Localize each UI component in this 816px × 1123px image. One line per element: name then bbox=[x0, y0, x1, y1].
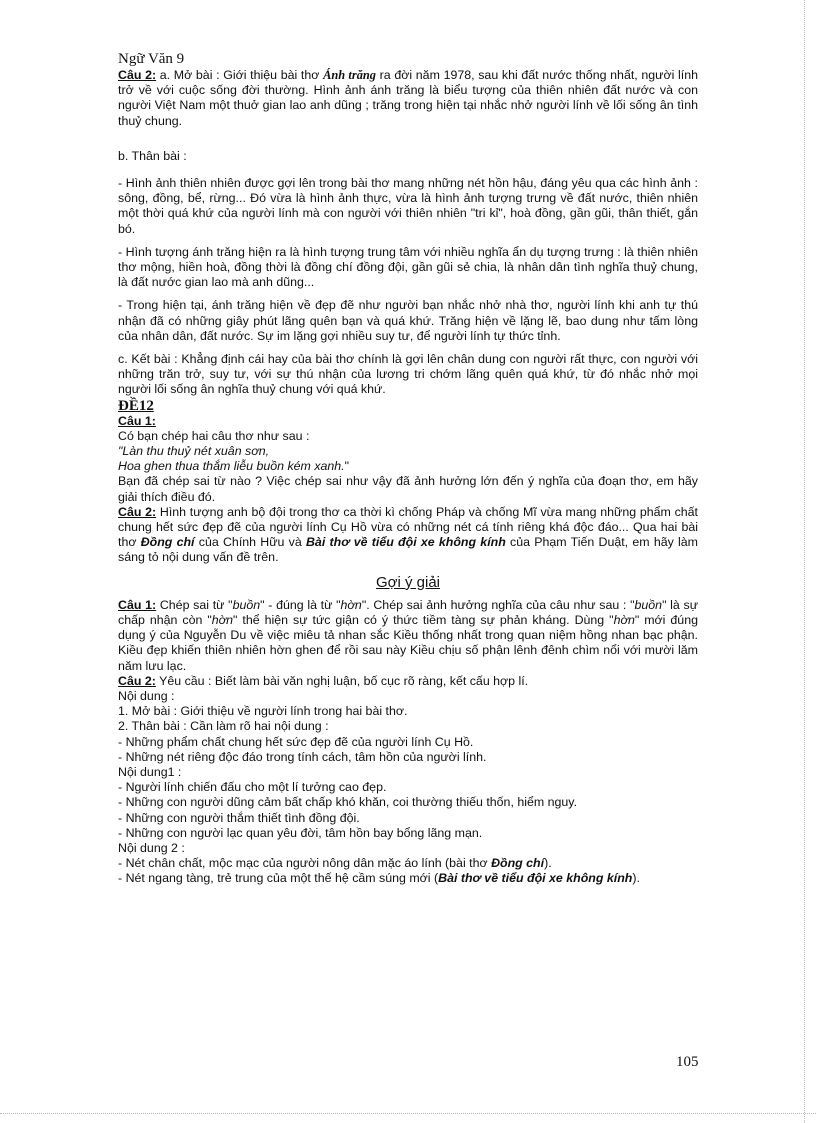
text-run: của Chính Hữu và bbox=[194, 535, 306, 550]
text-run: - Nét chân chất, mộc mạc của người nông dân mặc áo lính (bài thơ bbox=[118, 856, 492, 871]
poem-title: Ánh trăng bbox=[323, 68, 376, 82]
content-bullet bbox=[118, 871, 698, 886]
question-2 bbox=[118, 505, 698, 566]
question-1-ask: Bạn đã chép sai từ nào ? Việc chép sai như vậy đã ảnh hưởng lớn đến ý nghĩa của đoạn thơ, em hãy giải thích điều đó. bbox=[118, 474, 698, 504]
text-run: Yêu cầu : Biết làm bài văn nghị luận, bố cục rõ ràng, kết cấu hợp lí. bbox=[155, 673, 529, 688]
quoted-word: buồn bbox=[634, 597, 663, 612]
quoted-word: buồn bbox=[232, 597, 261, 612]
question-label: Câu 2: bbox=[118, 68, 157, 82]
quoted-word: hờn bbox=[340, 597, 362, 612]
content-bullet: - Những con người thắm thiết tình đồng đội. bbox=[118, 810, 360, 825]
section-ket-bai: c. Kết bài : Khẳng định cái hay của bài thơ chính là gợi lên chân dung con người rất thực, con người với những trăn trở, suy tư, với sự thú nhận của lương tri chớm lãng quên quá khứ, từ đó nhắc nhở mọi người lối sống ân nghĩa thuỷ chung với quá khứ. bbox=[118, 352, 698, 397]
page-header: Ngữ Văn 9 bbox=[118, 51, 185, 67]
question-1-intro: Có bạn chép hai câu thơ như sau : bbox=[118, 428, 310, 443]
than-bai-point-2: - Hình tượng ánh trăng hiện ra là hình tượng trung tâm với nhiều nghĩa ẩn dụ tượng trưng : là thiên nhiên thơ mộng, hiền hoà, đồng thời là đồng chí đồng đội, gần gũi sẻ chia, là nhân dân tình nghĩa thuỷ chung, là đất nước gian lao mà anh dũng... bbox=[118, 244, 698, 290]
poem-title: Bài thơ về tiểu đội xe không kính bbox=[305, 535, 506, 550]
answer-1 bbox=[118, 598, 698, 674]
text-run: của Phạm Tiến Duật, em hãy làm sáng tỏ nội dung vấn đề trên. bbox=[118, 535, 699, 565]
content-item-1: 1. Mở bài : Giới thiệu về người lính trong hai bài thơ. bbox=[118, 704, 408, 719]
text-run: ). bbox=[632, 871, 640, 886]
section-than-bai-heading: b. Thân bài : bbox=[118, 148, 187, 163]
poem-title: Đồng chí bbox=[491, 856, 545, 871]
page-border-right bbox=[804, 0, 805, 1123]
than-bai-point-1: - Hình ảnh thiên nhiên được gợi lên trong bài thơ mang những nét hồn hậu, đáng yêu qua các hình ảnh : sông, đồng, bể, rừng... Đó vừa là hình ảnh thực, vừa là hình ảnh tượng trưng về đất nước, thiên nhiên một thời quá khứ của người lính mà con người với thiên nhiên "tri kỉ", hoà đồng, gần gũi, thân thiết, gắn bó. bbox=[118, 176, 698, 236]
quoted-word: hờn bbox=[211, 612, 234, 627]
content-bullet: - Những nét riêng độc đáo trong tính cách, tâm hồn của người lính. bbox=[118, 749, 487, 764]
answer-guide-title: Gợi ý giải bbox=[375, 573, 441, 591]
page-content bbox=[118, 50, 698, 887]
verse-quote-end: " bbox=[344, 459, 350, 474]
content-1-heading: Nội dung1 : bbox=[118, 764, 182, 779]
text-run: " mới đúng dụng ý của Nguyễn Du về việc miêu tả nhan sắc Kiều thống nhất trong quan niệm hồng nhan bạc phận. Kiều đẹp khiến thiên nhiên hờn ghen để rồi sau này Kiều chịu số phận lênh đênh chìm nổi với mười lăm năm lưu lạc. bbox=[118, 612, 698, 673]
quoted-word: hờn bbox=[613, 612, 635, 627]
answer-2-label: Câu 2: bbox=[118, 673, 156, 688]
verse-line-1: "Làn thu thuỷ nét xuân sơn, bbox=[118, 444, 270, 459]
verse-line-2 bbox=[118, 459, 698, 474]
text-run: a. Mở bài : Giới thiệu bài thơ bbox=[156, 68, 324, 82]
answer-2 bbox=[118, 674, 698, 689]
question-1-label: Câu 1: bbox=[118, 413, 156, 428]
content-bullet bbox=[118, 856, 698, 871]
page-border-bottom bbox=[0, 1113, 816, 1114]
text-run: - Nét ngang tàng, trẻ trung của một thế hệ cầm súng mới ( bbox=[118, 871, 439, 886]
answer-1-label: Câu 1: bbox=[118, 597, 157, 612]
poem-title: Đồng chí bbox=[140, 535, 195, 550]
content-2-heading: Nội dung 2 : bbox=[118, 840, 185, 855]
text-run: " thể hiện sự tức giận có ý thức tiềm tàng sự phản kháng. Dùng " bbox=[233, 612, 614, 627]
content-bullet: - Người lính chiến đấu cho một lí tưởng cao đẹp. bbox=[118, 780, 387, 795]
text-run: Chép sai từ " bbox=[156, 597, 233, 612]
verse-text: Hoa ghen thua thắm liễu buồn kém xanh. bbox=[118, 459, 345, 474]
exam-label: ĐỀ12 bbox=[118, 397, 154, 414]
text-run: " là sự chấp nhận còn " bbox=[118, 597, 699, 627]
content-bullet: - Những con người lạc quan yêu đời, tâm hồn bay bổng lãng mạn. bbox=[118, 825, 483, 840]
section-mo-bai bbox=[118, 68, 698, 129]
text-run: " - đúng là từ " bbox=[260, 597, 341, 612]
text-run: ra đời năm 1978, sau khi đất nước thống nhất, người lính trở về với cuộc sống đời thường. Hình ảnh ánh trăng là biểu tượng của thiên nhiên đất nước và con người Việt Nam một thuở gian lao anh dũng ; trăng trong hiện tại nhắc nhở người lính về lối sống ân tình thuỷ chung. bbox=[118, 68, 698, 128]
content-item-2: 2. Thân bài : Cần làm rõ hai nội dung : bbox=[118, 719, 329, 734]
question-2-label: Câu 2: bbox=[118, 504, 157, 519]
content-bullet: - Những phẩm chất chung hết sức đẹp đẽ của người lính Cụ Hồ. bbox=[118, 734, 474, 749]
content-bullet: - Những con người dũng cảm bất chấp khó khăn, coi thường thiếu thốn, hiểm nguy. bbox=[118, 795, 578, 810]
text-run: ). bbox=[544, 856, 552, 871]
page-number: 105 bbox=[676, 1054, 699, 1070]
content-heading: Nội dung : bbox=[118, 688, 175, 703]
poem-title: Bài thơ về tiểu đội xe không kính bbox=[438, 871, 633, 886]
than-bai-point-3: - Trong hiện tại, ánh trăng hiện về đẹp đẽ như người bạn nhắc nhở nhà thơ, người lính khi anh tự thú nhận đã có những giây phút lãng quên bạn và quá khứ. Trăng hiện về lặng lẽ, bao dung như tấm lòng của nhân dân, đất nước. Sự im lặng gợi nhiều suy tư, để người lính tự thức tỉnh. bbox=[118, 298, 698, 343]
text-run: Hình tượng anh bộ đội trong thơ ca thời kì chống Pháp và chống Mĩ vừa mang những phẩm chất chung hết sức đẹp đẽ của người lính Cụ Hồ vừa có những nét cá tính riêng khá độc đáo... Qua hai bài thơ bbox=[118, 504, 698, 550]
text-run: ". Chép sai ảnh hưởng nghĩa của câu như sau : " bbox=[361, 597, 635, 612]
